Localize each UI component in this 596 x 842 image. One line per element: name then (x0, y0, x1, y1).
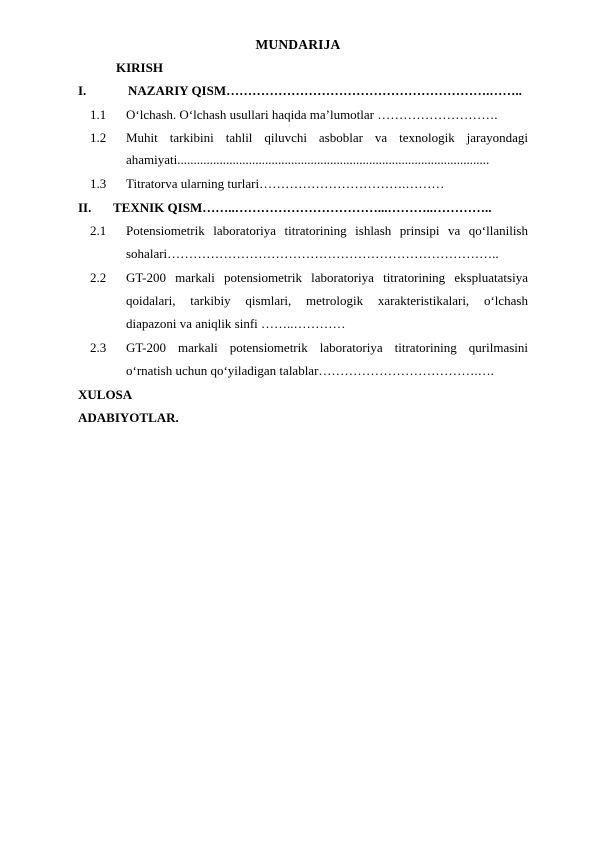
toc-item-text: qoidalari, tarkibiy qismlari, metrologik xarakteristikalari, o‘lchash (126, 293, 528, 308)
toc-section1-number: I. (78, 83, 87, 98)
toc-xulosa: XULOSA (78, 387, 133, 402)
toc-item-number: 1.3 (90, 176, 107, 191)
toc-section2-label: TEXNIK QISM……..……………………………...………..………….. (113, 200, 492, 215)
toc-item-text: Muhit tarkibini tahlil qiluvchi asboblar va texnologik jarayondagi (126, 130, 528, 145)
toc-item-text: Potensiometrik laboratoriya titratorining ishlash prinsipi va qo‘llanilish (126, 223, 528, 238)
toc-section2-number: II. (78, 200, 92, 215)
toc-kirish: KIRISH (116, 60, 163, 75)
toc-item-text: diapazoni va aniqlik sinfi ……..………… (126, 316, 346, 331)
toc-item-number: 2.2 (90, 270, 107, 285)
toc-item-text: sohalari………………………………………………………………….. (126, 246, 499, 261)
toc-item-text: GT-200 markali potensiometrik laboratoriya titratorining qurilmasini (126, 340, 528, 355)
toc-item-number: 1.2 (90, 130, 107, 145)
page-title: MUNDARIJA (255, 37, 341, 52)
toc-item-text: o‘rnatish uchun qo‘yiladigan talablar……………………………….…. (126, 363, 494, 378)
toc-item-number: 1.1 (90, 107, 107, 122)
toc-item-text: GT-200 markali potensiometrik laboratoriya titratorining ekspluatatsiya (126, 270, 528, 285)
toc-item-number: 2.1 (90, 223, 107, 238)
toc-item-text: O‘lchash. O‘lchash usullari haqida ma’lumotlar ………………………. (126, 107, 498, 122)
toc-item-text: ahamiyati................................................................................................ (126, 152, 490, 167)
toc-item-text: Titratorva ularning turlari…………………………….……… (126, 176, 445, 191)
toc-adabiyotlar: ADABIYOTLAR. (78, 410, 179, 425)
toc-section1-label: NAZARIY QISM…………………………………………………….…….. (128, 83, 522, 98)
toc-item-number: 2.3 (90, 340, 107, 355)
